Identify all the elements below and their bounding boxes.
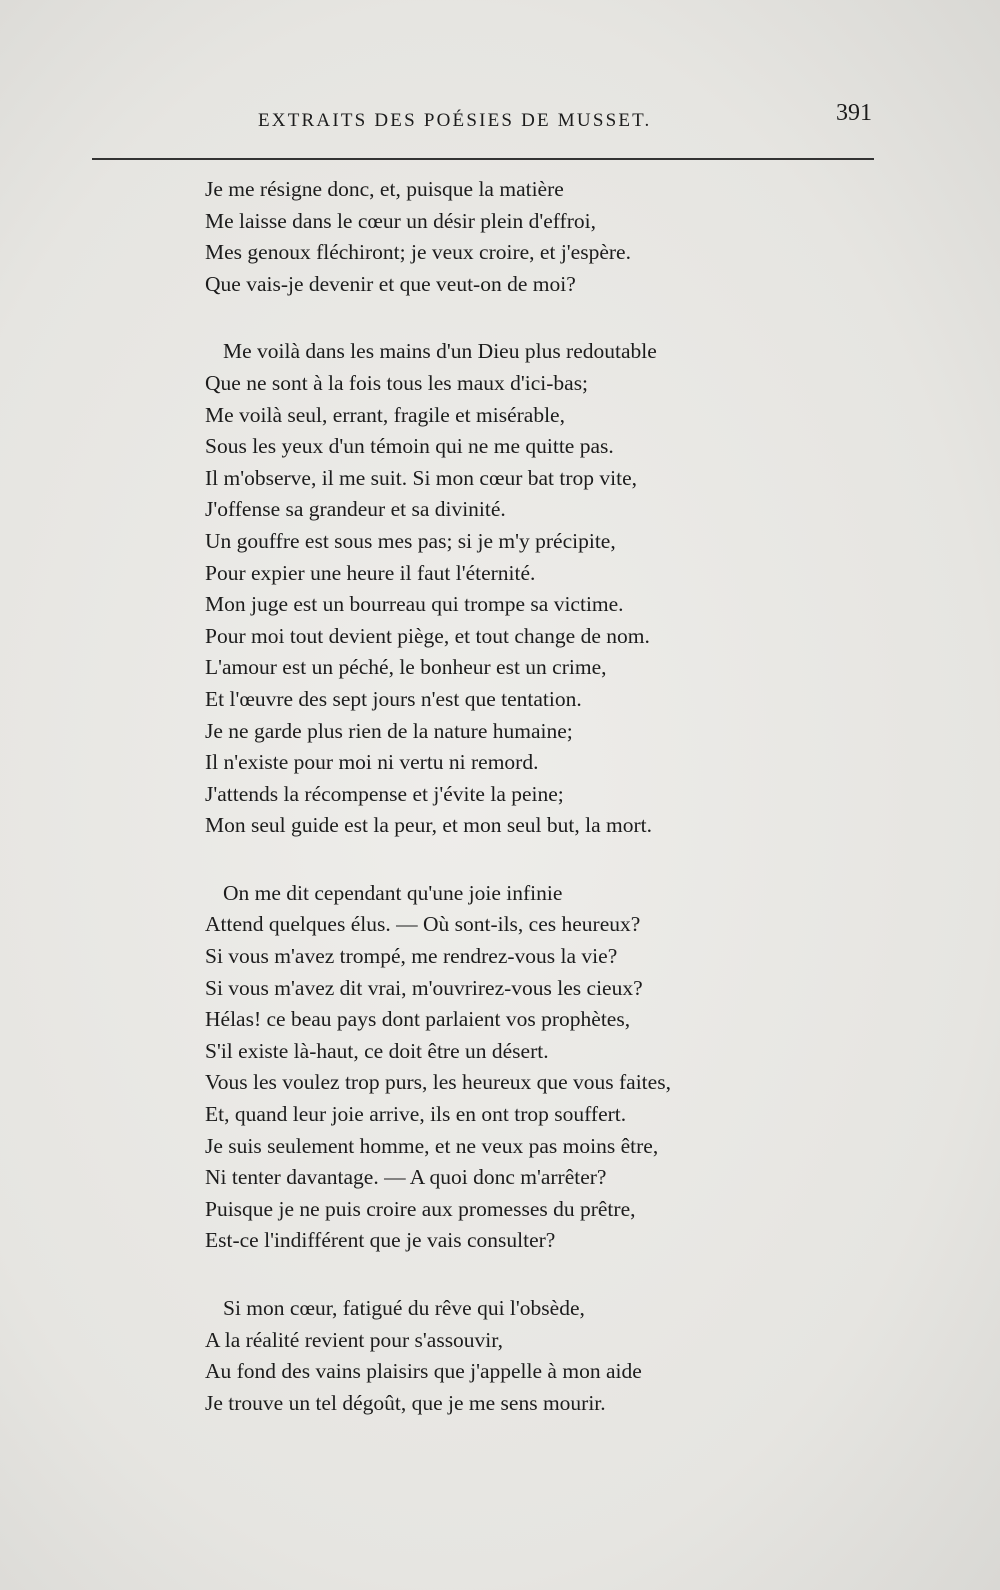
verse-line: Pour moi tout devient piège, et tout change de nom. [205,623,650,648]
verse-line: On me dit cependant qu'une joie infinie [223,880,563,905]
verse-line: Est-ce l'indifférent que je vais consulter? [205,1228,556,1253]
verse-line: Un gouffre est sous mes pas; si je m'y précipite, [205,528,616,553]
verse-line: Ni tenter davantage. — A quoi donc m'arrêter? [205,1165,607,1190]
verse-line: A la réalité revient pour s'assouvir, [205,1327,503,1352]
page-number: 391 [836,100,872,126]
verse-line: J'attends la récompense et j'évite la peine; [205,781,564,806]
stanza-3 [205,878,845,1257]
verse-line: Mes genoux fléchiront; je veux croire, et j'espère. [205,240,631,265]
verse-line: L'amour est un péché, le bonheur est un crime, [205,655,607,680]
verse-line: Si vous m'avez trompé, me rendrez-vous la vie? [205,944,618,969]
header-rule [92,158,874,160]
verse-line: Il m'observe, il me suit. Si mon cœur bat trop vite, [205,465,638,490]
verse-line: Je suis seulement homme, et ne veux pas moins être, [205,1133,659,1158]
verse-line: Sous les yeux d'un témoin qui ne me quitte pas. [205,434,614,459]
running-title: EXTRAITS DES POÉSIES DE MUSSET. [258,110,652,131]
verse-line: Je trouve un tel dégoût, que je me sens mourir. [205,1390,606,1415]
verse-line: Si vous m'avez dit vrai, m'ouvrirez-vous les cieux? [205,975,643,1000]
verse-line: J'offense sa grandeur et sa divinité. [205,497,506,522]
verse-line: Il n'existe pour moi ni vertu ni remord. [205,750,539,775]
verse-line: Et l'œuvre des sept jours n'est que tentation. [205,686,582,711]
verse-line: S'il existe là-haut, ce doit être un désert. [205,1038,549,1063]
verse-line: Hélas! ce beau pays dont parlaient vos prophètes, [205,1007,631,1032]
verse-line: Mon seul guide est la peur, et mon seul but, la mort. [205,813,652,838]
verse-line: Attend quelques élus. — Où sont-ils, ces heureux? [205,912,641,937]
poem-body [205,174,845,1455]
stanza-2 [205,336,845,842]
verse-line: Me voilà seul, errant, fragile et misérable, [205,402,565,427]
verse-line: Mon juge est un bourreau qui trompe sa victime. [205,592,624,617]
verse-line: Que ne sont à la fois tous les maux d'ici-bas; [205,370,589,395]
verse-line: Puisque je ne puis croire aux promesses du prêtre, [205,1196,636,1221]
verse-line: Si mon cœur, fatigué du rêve qui l'obsède, [223,1296,585,1320]
verse-line: Vous les voulez trop purs, les heureux que vous faites, [205,1070,671,1095]
stanza-4 [205,1293,845,1419]
stanza-1 [205,174,845,300]
verse-line: Que vais-je devenir et que veut-on de moi? [205,271,576,296]
verse-line: Je ne garde plus rien de la nature humaine; [205,718,573,743]
verse-line: Au fond des vains plaisirs que j'appelle à mon aide [205,1359,642,1384]
verse-line: Me laisse dans le cœur un désir plein d'effroi, [205,208,596,233]
verse-line: Je me résigne donc, et, puisque la matière [205,177,564,201]
verse-line: Me voilà dans les mains d'un Dieu plus redoutable [223,339,657,364]
verse-line: Pour expier une heure il faut l'éternité. [205,560,536,585]
verse-line: Et, quand leur joie arrive, ils en ont trop souffert. [205,1102,627,1127]
